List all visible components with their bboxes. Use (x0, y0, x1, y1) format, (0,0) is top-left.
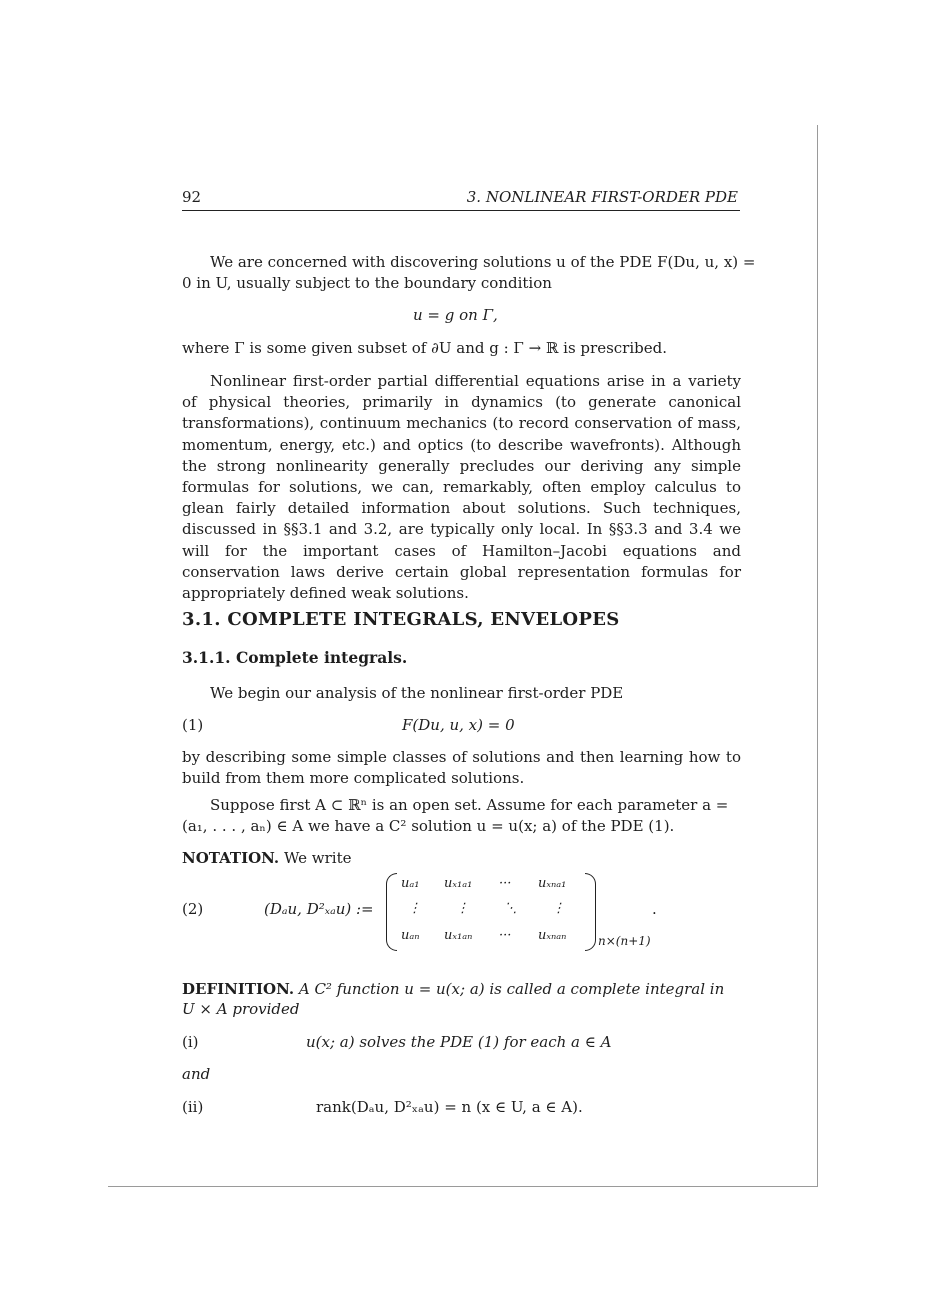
suppose-line-1: Suppose first A ⊂ ℝⁿ is an open set. Assume for each parameter a = (210, 796, 729, 814)
intro-line-2: 0 in U, usually subject to the boundary condition (182, 274, 552, 292)
cond-ii-label: (ii) (182, 1098, 204, 1116)
eq1-formula: F(Du, u, x) = 0 (402, 716, 515, 734)
notation-label: NOTATION. (182, 849, 280, 867)
definition-label: DEFINITION. (182, 980, 295, 998)
paragraph-2: Nonlinear first-order partial differential equations arise in a variety of physical theories, primarily in dynamics (to generate canonical transformations), continuum mechanics (to record conservation of mass, momentum, energy, etc.) and optics (to describe wavefronts). Although the strong nonlinearity generally precludes our deriving any simple formulas for solutions, we can, remarkably, often employ calculus to glean fairly detailed information about solutions. Such techniques, discussed in §§3.1 and 3.2, are typically only local. In §§3.3 and 3.4 we will for the important cases of Hamilton–Jacobi equations and conservation laws derive certain global representation formulas for appropriately defined weak solutions. (182, 372, 741, 603)
page-edge-bottom (108, 1186, 818, 1187)
matrix-cell: uₓₙₐₙ (538, 928, 567, 943)
matrix-cell: uₓₙₐ₁ (538, 876, 567, 891)
notation-text: We write (283, 849, 352, 867)
matrix-cell: ⋱ (504, 901, 517, 916)
jacobian-matrix (386, 873, 596, 949)
cond-i-label: (i) (182, 1033, 199, 1051)
matrix-right-paren (585, 873, 596, 951)
definition-text: A C² function u = u(x; a) is called a complete integral in (298, 980, 725, 998)
page-edge-right (817, 125, 818, 1187)
matrix-cell: uₐ₁ (401, 876, 420, 891)
and-text: and (182, 1065, 211, 1083)
matrix-cell: uₓ₁ₐ₁ (444, 876, 473, 891)
begin-text: We begin our analysis of the nonlinear first-order PDE (210, 684, 624, 702)
suppose-line-2: (a₁, . . . , aₙ) ∈ A we have a C² solution u = u(x; a) of the PDE (1). (182, 817, 675, 835)
matrix-cell: ··· (499, 876, 512, 891)
intro-line-3: where Γ is some given subset of ∂U and g : Γ → ℝ is prescribed. (182, 339, 667, 357)
section-title: 3.1. COMPLETE INTEGRALS, ENVELOPES (182, 609, 620, 630)
matrix-cell: ··· (499, 928, 512, 943)
chapter-title: 3. NONLINEAR FIRST-ORDER PDE (466, 188, 738, 206)
definition-line-2: U × A provided (182, 1000, 300, 1018)
matrix-cell: uₐₙ (401, 928, 420, 943)
matrix-cell: ⋮ (456, 901, 469, 916)
eq2-label: (2) (182, 900, 204, 918)
cond-ii-text: rank(Dₐu, D²ₓₐu) = n (x ∈ U, a ∈ A). (316, 1098, 583, 1116)
intro-line-1: We are concerned with discovering solutions u of the PDE F(Du, u, x) = (210, 253, 756, 271)
eq1-label: (1) (182, 716, 204, 734)
matrix-cell: ⋮ (408, 901, 421, 916)
boundary-equation: u = g on Γ, (413, 306, 498, 324)
definition-line-1 (182, 979, 724, 1000)
page-number: 92 (182, 188, 202, 206)
subsection-title: 3.1.1. Complete integrals. (182, 648, 408, 667)
notation-block (182, 848, 352, 869)
running-header (182, 188, 740, 211)
eq2-lhs: (Dₐu, D²ₓₐu) := (264, 900, 374, 918)
matrix-cell: uₓ₁ₐₙ (444, 928, 473, 943)
matrix-dimensions: n×(n+1) (598, 934, 651, 948)
matrix-cell: ⋮ (552, 901, 565, 916)
matrix-left-paren (386, 873, 397, 951)
eq2-period: . (652, 900, 657, 918)
after-eq1-text: by describing some simple classes of solutions and then learning how to build from them more complicated solutions. (182, 748, 741, 788)
cond-i-text: u(x; a) solves the PDE (1) for each a ∈ A (306, 1033, 612, 1051)
